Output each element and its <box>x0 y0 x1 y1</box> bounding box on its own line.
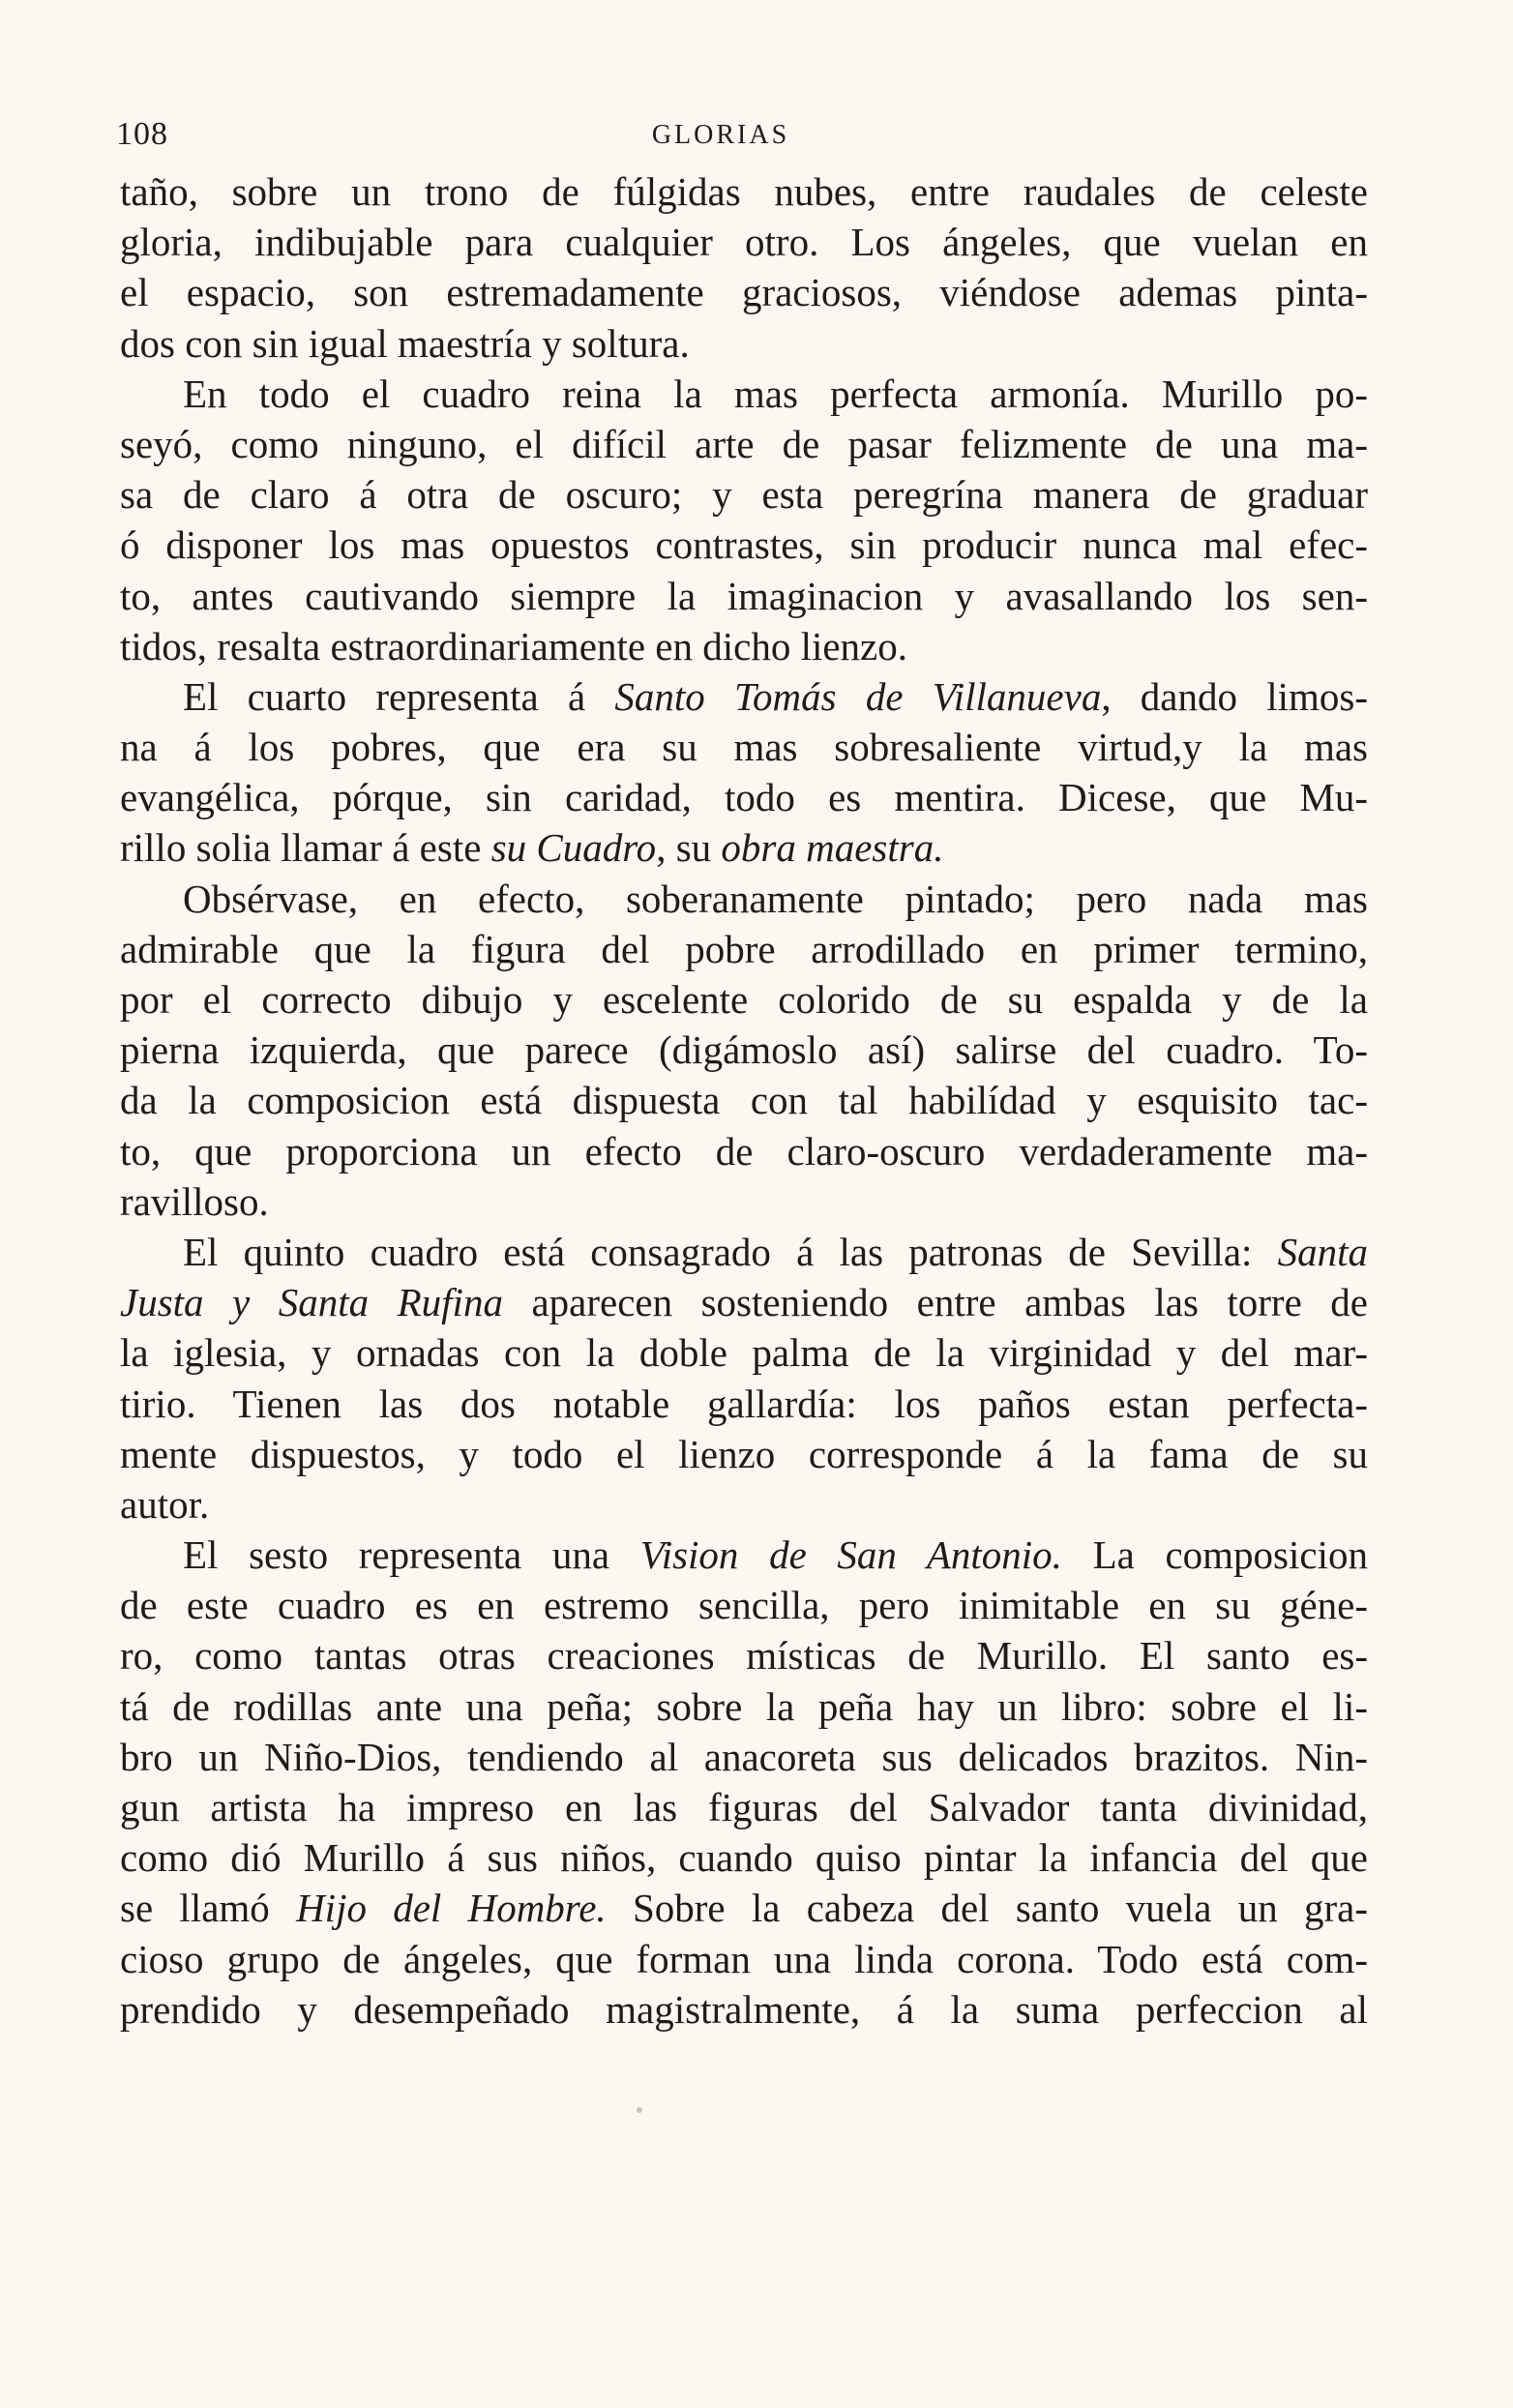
text-segment: autor. <box>120 1481 210 1527</box>
text-segment: ravilloso. <box>120 1178 269 1224</box>
text-line <box>120 1277 1368 1327</box>
text-line <box>120 1630 1368 1680</box>
italic-text: su Cuadro <box>490 825 657 871</box>
text-segment: tidos, resalta estraordinariamente en dicho lienzo. <box>120 623 907 669</box>
text-segment: da la composicion está dispuesta con tal habilídad y esquisito tac- <box>120 1078 1368 1123</box>
text-segment: na á los pobres, que era su mas sobresaliente virtud,y la mas <box>120 725 1368 770</box>
text-segment: tá de rodillas ante una peña; sobre la peña hay un libro: sobre el li- <box>120 1683 1368 1729</box>
text-segment: evangélica, pórque, sin caridad, todo es mentira. Dicese, que Mu- <box>120 775 1368 820</box>
italic-text: Hijo del Hombre. <box>296 1886 607 1931</box>
text-segment: La composicion <box>1061 1532 1368 1578</box>
text-line <box>120 974 1368 1025</box>
text-line <box>120 1530 1368 1580</box>
text-segment: aparecen sosteniendo entre ambas las torre de <box>502 1280 1368 1325</box>
text-segment: rillo solia llamar á este <box>120 825 491 871</box>
text-line <box>120 1025 1368 1075</box>
text-line <box>120 520 1368 570</box>
text-line <box>120 1782 1368 1832</box>
text-line <box>120 369 1368 419</box>
text-segment: ro, como tantas otras creaciones místicas de Murillo. El santo es- <box>120 1633 1368 1679</box>
text-line <box>120 1732 1368 1782</box>
text-line <box>120 1075 1368 1125</box>
text-segment: taño, sobre un trono de fúlgidas nubes, entre raudales de celeste <box>120 169 1368 214</box>
text-line <box>120 722 1368 772</box>
text-line <box>120 1176 1368 1227</box>
italic-text: obra maestra. <box>721 825 944 871</box>
text-segment: to, antes cautivando siempre la imaginacion y avasallando los sen- <box>120 573 1368 618</box>
text-line <box>120 1429 1368 1479</box>
text-segment: seyó, como ninguno, el difícil arte de pasar felizmente de una ma- <box>120 421 1368 466</box>
text-line <box>120 571 1368 621</box>
italic-text: Santo Tomás de Villanueva <box>614 673 1102 719</box>
text-line <box>120 621 1368 671</box>
text-line <box>120 267 1368 317</box>
text-segment: El quinto cuadro está consagrado á las patronas de Sevilla: <box>183 1229 1278 1274</box>
text-line <box>120 217 1368 267</box>
page-header <box>116 116 1364 164</box>
text-segment: de este cuadro es en estremo sencilla, pero inimitable en su géne- <box>120 1583 1368 1628</box>
text-segment: como dió Murillo á sus niños, cuando quiso pintar la infancia del que <box>120 1835 1368 1881</box>
text-line <box>120 166 1368 217</box>
text-segment: mente dispuestos, y todo el lienzo corresponde á la fama de su <box>120 1431 1368 1476</box>
text-segment: prendido y desempeñado magistralmente, á la suma perfeccion al <box>120 1986 1368 2032</box>
text-line <box>120 419 1368 469</box>
page-number: 108 <box>116 116 168 152</box>
text-segment: tirio. Tienen las dos notable gallardía: los paños estan perfecta- <box>120 1381 1368 1426</box>
text-segment: gloria, indibujable para cualquier otro. Los ángeles, que vuelan en <box>120 220 1368 265</box>
text-line <box>120 822 1368 873</box>
italic-text: Santa <box>1277 1229 1368 1274</box>
text-line <box>120 1227 1368 1277</box>
text-segment: dos con sin igual maestría y soltura. <box>120 320 690 366</box>
text-line <box>120 772 1368 822</box>
text-segment: to, que proporciona un efecto de claro-oscuro verdaderamente ma- <box>120 1128 1368 1174</box>
running-head: GLORIAS <box>651 120 790 150</box>
text-line <box>120 318 1368 369</box>
text-segment: el espacio, son estremadamente graciosos, viéndose ademas pinta- <box>120 270 1368 315</box>
text-segment: El sesto representa una <box>183 1532 640 1578</box>
text-segment: bro un Niño-Dios, tendiendo al anacoreta sus delicados brazitos. Nin- <box>120 1734 1368 1779</box>
text-line <box>120 924 1368 974</box>
text-line <box>120 1126 1368 1176</box>
text-segment: por el correcto dibujo y escelente colorido de su espalda y de la <box>120 977 1368 1022</box>
text-segment: Sobre la cabeza del santo vuela un gra- <box>606 1886 1368 1931</box>
text-segment: cioso grupo de ángeles, que forman una linda corona. Todo está com- <box>120 1936 1368 1981</box>
italic-text: Justa y Santa Rufina <box>120 1280 503 1325</box>
text-segment: pierna izquierda, que parece (digámoslo así) salirse del cuadro. To- <box>120 1027 1368 1073</box>
text-line <box>120 469 1368 520</box>
text-segment: ó disponer los mas opuestos contrastes, sin producir nunca mal efec- <box>120 522 1368 568</box>
text-line <box>120 671 1368 722</box>
text-line <box>120 1479 1368 1530</box>
body-text <box>120 166 1368 2035</box>
text-segment: El cuarto representa á <box>183 673 615 719</box>
text-line <box>120 1832 1368 1883</box>
text-segment: se llamó <box>120 1886 297 1931</box>
text-segment: En todo el cuadro reina la mas perfecta armonía. Murillo po- <box>183 371 1368 416</box>
text-line <box>120 1327 1368 1378</box>
text-line <box>120 874 1368 924</box>
text-line <box>120 1379 1368 1429</box>
text-line <box>120 1883 1368 1933</box>
text-segment: admirable que la figura del pobre arrodillado en primer termino, <box>120 926 1368 971</box>
text-line <box>120 1580 1368 1630</box>
text-segment: sa de claro á otra de oscuro; y esta peregrína manera de graduar <box>120 472 1368 518</box>
ink-speck <box>637 2107 642 2113</box>
text-line <box>120 1934 1368 1984</box>
text-segment: gun artista ha impreso en las figuras del Salvador tanta divinidad, <box>120 1785 1368 1829</box>
text-segment: Obsérvase, en efecto, soberanamente pintado; pero nada mas <box>183 876 1368 921</box>
text-segment: la iglesia, y ornadas con la doble palma de la virginidad y del mar- <box>120 1330 1368 1376</box>
text-line <box>120 1681 1368 1732</box>
italic-text: Vision de San Antonio. <box>639 1532 1062 1578</box>
text-line <box>120 1984 1368 2035</box>
text-segment: , su <box>656 825 722 871</box>
text-segment: , dando limos- <box>1101 673 1368 719</box>
